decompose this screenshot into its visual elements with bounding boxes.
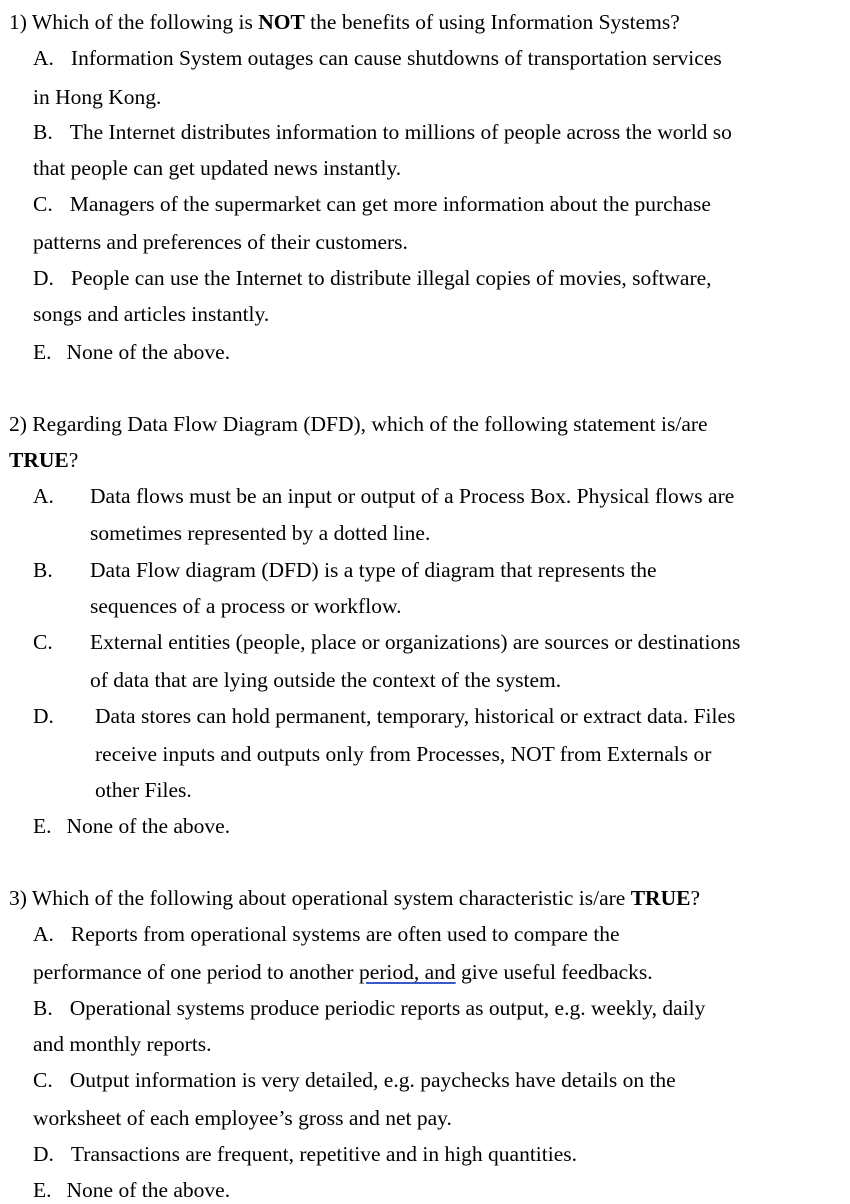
q1-option-b-cont: that people can get updated news instantly. xyxy=(33,156,402,180)
q3-option-b xyxy=(33,995,705,1021)
q2-option-e xyxy=(33,813,230,839)
question-2-stem-cont xyxy=(9,447,78,473)
stem-text: ? xyxy=(68,448,79,472)
q3-option-c-cont: worksheet of each employee’s gross and net pay. xyxy=(33,1106,452,1130)
option-text: The Internet distributes information to millions of people across the world so xyxy=(69,120,732,144)
option-letter: E. xyxy=(33,1178,52,1202)
option-text: give useful feedbacks. xyxy=(455,960,653,984)
grammar-flagged-text[interactable]: period, and xyxy=(358,960,456,984)
option-letter: A. xyxy=(33,922,54,946)
option-text: performance of one period to another xyxy=(33,960,359,984)
option-text: People can use the Internet to distribute illegal copies of movies, software, xyxy=(70,266,712,290)
q1-option-a-cont: in Hong Kong. xyxy=(33,85,162,109)
q2-option-d-cont: receive inputs and outputs only from Processes, NOT from Externals or xyxy=(95,742,712,766)
q2-option-d-cont2: other Files. xyxy=(95,778,192,802)
q2-option-b-cont: sequences of a process or workflow. xyxy=(90,594,402,618)
stem-text: ? xyxy=(690,886,700,910)
q2-option-a-letter: A. xyxy=(33,484,54,508)
stem-emphasis: TRUE xyxy=(630,886,691,910)
option-text: None of the above. xyxy=(66,814,231,838)
option-text: Output information is very detailed, e.g. paychecks have details on the xyxy=(69,1068,676,1092)
q2-option-c-letter: C. xyxy=(33,630,53,654)
option-letter: B. xyxy=(33,120,53,144)
q2-option-a-text: Data flows must be an input or output of a Process Box. Physical flows are xyxy=(90,484,735,508)
q2-option-c-text: External entities (people, place or organizations) are sources or destinations xyxy=(90,630,741,654)
option-letter: C. xyxy=(33,1068,53,1092)
q3-option-c xyxy=(33,1067,676,1093)
option-letter: B. xyxy=(33,996,53,1020)
q3-option-e xyxy=(33,1177,230,1203)
q1-option-b xyxy=(33,119,732,145)
question-2-stem: 2) Regarding Data Flow Diagram (DFD), which of the following statement is/are xyxy=(9,412,708,436)
question-1-stem xyxy=(9,9,680,35)
option-letter: D. xyxy=(33,1142,54,1166)
stem-emphasis: TRUE xyxy=(9,448,69,472)
q2-option-b-letter: B. xyxy=(33,558,53,582)
q3-option-d xyxy=(33,1141,577,1167)
q2-option-d-text: Data stores can hold permanent, temporary, historical or extract data. Files xyxy=(95,704,736,728)
q1-option-e xyxy=(33,339,230,365)
stem-text: 1) Which of the following is xyxy=(9,10,259,34)
option-letter: A. xyxy=(33,46,54,70)
stem-text: the benefits of using Information Systems? xyxy=(304,10,680,34)
q1-option-d-cont: songs and articles instantly. xyxy=(33,302,270,326)
option-letter: E. xyxy=(33,340,52,364)
option-text: Information System outages can cause shutdowns of transportation services xyxy=(70,46,722,70)
option-text: None of the above. xyxy=(66,1178,231,1202)
option-letter: E. xyxy=(33,814,52,838)
option-text: Operational systems produce periodic reports as output, e.g. weekly, daily xyxy=(69,996,706,1020)
option-text: Reports from operational systems are often used to compare the xyxy=(70,922,620,946)
option-text: None of the above. xyxy=(66,340,231,364)
q3-option-a-cont xyxy=(33,959,653,985)
q3-option-a xyxy=(33,921,620,947)
q3-option-b-cont: and monthly reports. xyxy=(33,1032,212,1056)
option-text: Transactions are frequent, repetitive and in high quantities. xyxy=(70,1142,578,1166)
q1-option-c xyxy=(33,191,711,217)
option-text: Managers of the supermarket can get more information about the purchase xyxy=(69,192,711,216)
option-letter: C. xyxy=(33,192,53,216)
q2-option-a-cont: sometimes represented by a dotted line. xyxy=(90,521,431,545)
q1-option-a xyxy=(33,45,722,71)
q2-option-c-cont: of data that are lying outside the context of the system. xyxy=(90,668,562,692)
stem-emphasis: NOT xyxy=(258,10,305,34)
q1-option-d xyxy=(33,265,712,291)
question-3-stem xyxy=(9,885,700,911)
q1-option-c-cont: patterns and preferences of their customers. xyxy=(33,230,408,254)
q2-option-d-letter: D. xyxy=(33,704,54,728)
q2-option-b-text: Data Flow diagram (DFD) is a type of diagram that represents the xyxy=(90,558,657,582)
option-letter: D. xyxy=(33,266,54,290)
stem-text: 3) Which of the following about operational system characteristic is/are xyxy=(9,886,631,910)
